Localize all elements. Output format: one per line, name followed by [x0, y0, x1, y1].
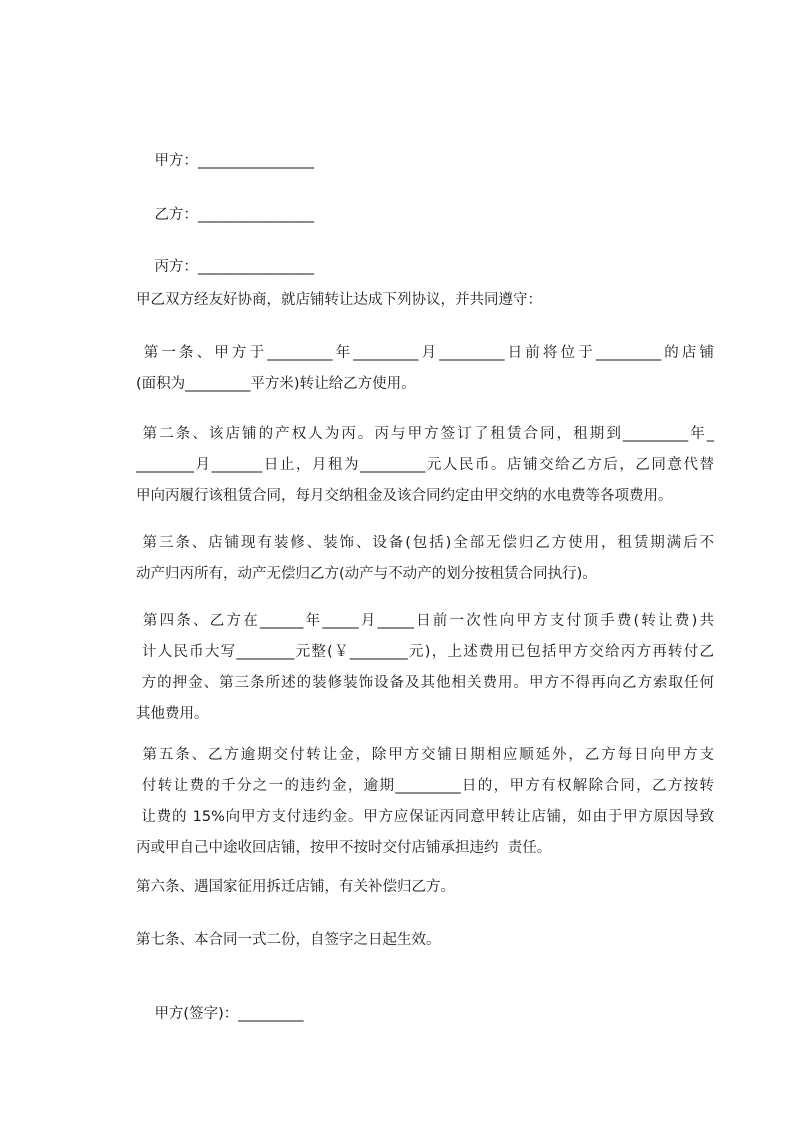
article-4-line-1: 第四条、乙方在______年_____月_____日前一次性向甲方支付顶手费(转让费)共 [136, 613, 714, 629]
party-b-label: 乙方： [154, 207, 198, 223]
party-b-line [136, 185, 314, 245]
party-c-blank: ________________ [197, 259, 314, 275]
party-a-label: 甲方： [154, 153, 198, 169]
signature-line [136, 984, 304, 1044]
article-5 [136, 740, 714, 864]
signature-blank: _________ [238, 1006, 304, 1022]
party-c-line [136, 237, 314, 297]
party-a-line [136, 131, 314, 191]
article-1 [136, 338, 714, 400]
article-4-line-4: 其他费用。 [136, 706, 209, 722]
article-5-line-4: 丙或甲自己中途收回店铺，按甲不按时交付店铺承担违约 责任。 [136, 840, 552, 856]
article-3-line-2: 动产归丙所有，动产无偿归乙方(动产与不动产的划分按租赁合同执行)。 [136, 566, 597, 582]
article-2-line-3: 甲向丙履行该租赁合同，每月交纳租金及该合同约定由甲交纳的水电费等各项费用。 [136, 488, 673, 504]
party-a-blank: ________________ [197, 153, 314, 169]
article-5-line-2: 付转让费的千分之一的违约金，逾期_________日的，甲方有权解除合同，乙方按转 [136, 778, 714, 794]
article-3 [136, 528, 714, 590]
article-7: 第七条、本合同一式二份，自签字之日起生效。 [136, 932, 441, 948]
preamble: 甲乙双方经友好协商，就店铺转让达成下列协议，并共同遵守： [136, 292, 542, 308]
party-c-label: 丙方： [154, 259, 198, 275]
article-3-line-1: 第三条、店铺现有装修、装饰、设备(包括)全部无偿归乙方使用，租赁期满后不 [136, 535, 714, 551]
article-4-line-3: 方的押金、第三条所述的装修装饰设备及其他相关费用。甲方不得再向乙方索取任何 [136, 675, 714, 691]
article-2 [136, 419, 714, 512]
article-4-line-2: 计人民币大写________元整(￥________元)，上述费用已包括甲方交给丙方再转付乙 [136, 644, 714, 660]
article-1-line-2: (面积为_________平方米)转让给乙方使用。 [136, 376, 416, 392]
article-2-line-2: ________月_______日止，月租为_________元人民币。店铺交给乙方后，乙同意代替 [136, 457, 714, 473]
article-1-line-1: 第一条、甲方于_________年_________月_________日前将位于_________的店铺 [136, 345, 714, 361]
article-5-line-1: 第五条、乙方逾期交付转让金，除甲方交铺日期相应顺延外，乙方每日向甲方支 [136, 747, 714, 763]
article-2-line-1: 第二条、该店铺的产权人为丙。丙与甲方签订了租赁合同，租期到_________年_ [136, 426, 714, 442]
article-4 [136, 606, 714, 730]
article-5-line-3: 让费的 15%向甲方支付违约金。甲方应保证丙同意甲转让店铺，如由于甲方原因导致 [136, 809, 714, 825]
signature-label: 甲方(签字)： [154, 1006, 239, 1022]
article-6: 第六条、遇国家征用拆迁店铺，有关补偿归乙方。 [136, 879, 455, 895]
party-b-blank: ________________ [197, 207, 314, 223]
